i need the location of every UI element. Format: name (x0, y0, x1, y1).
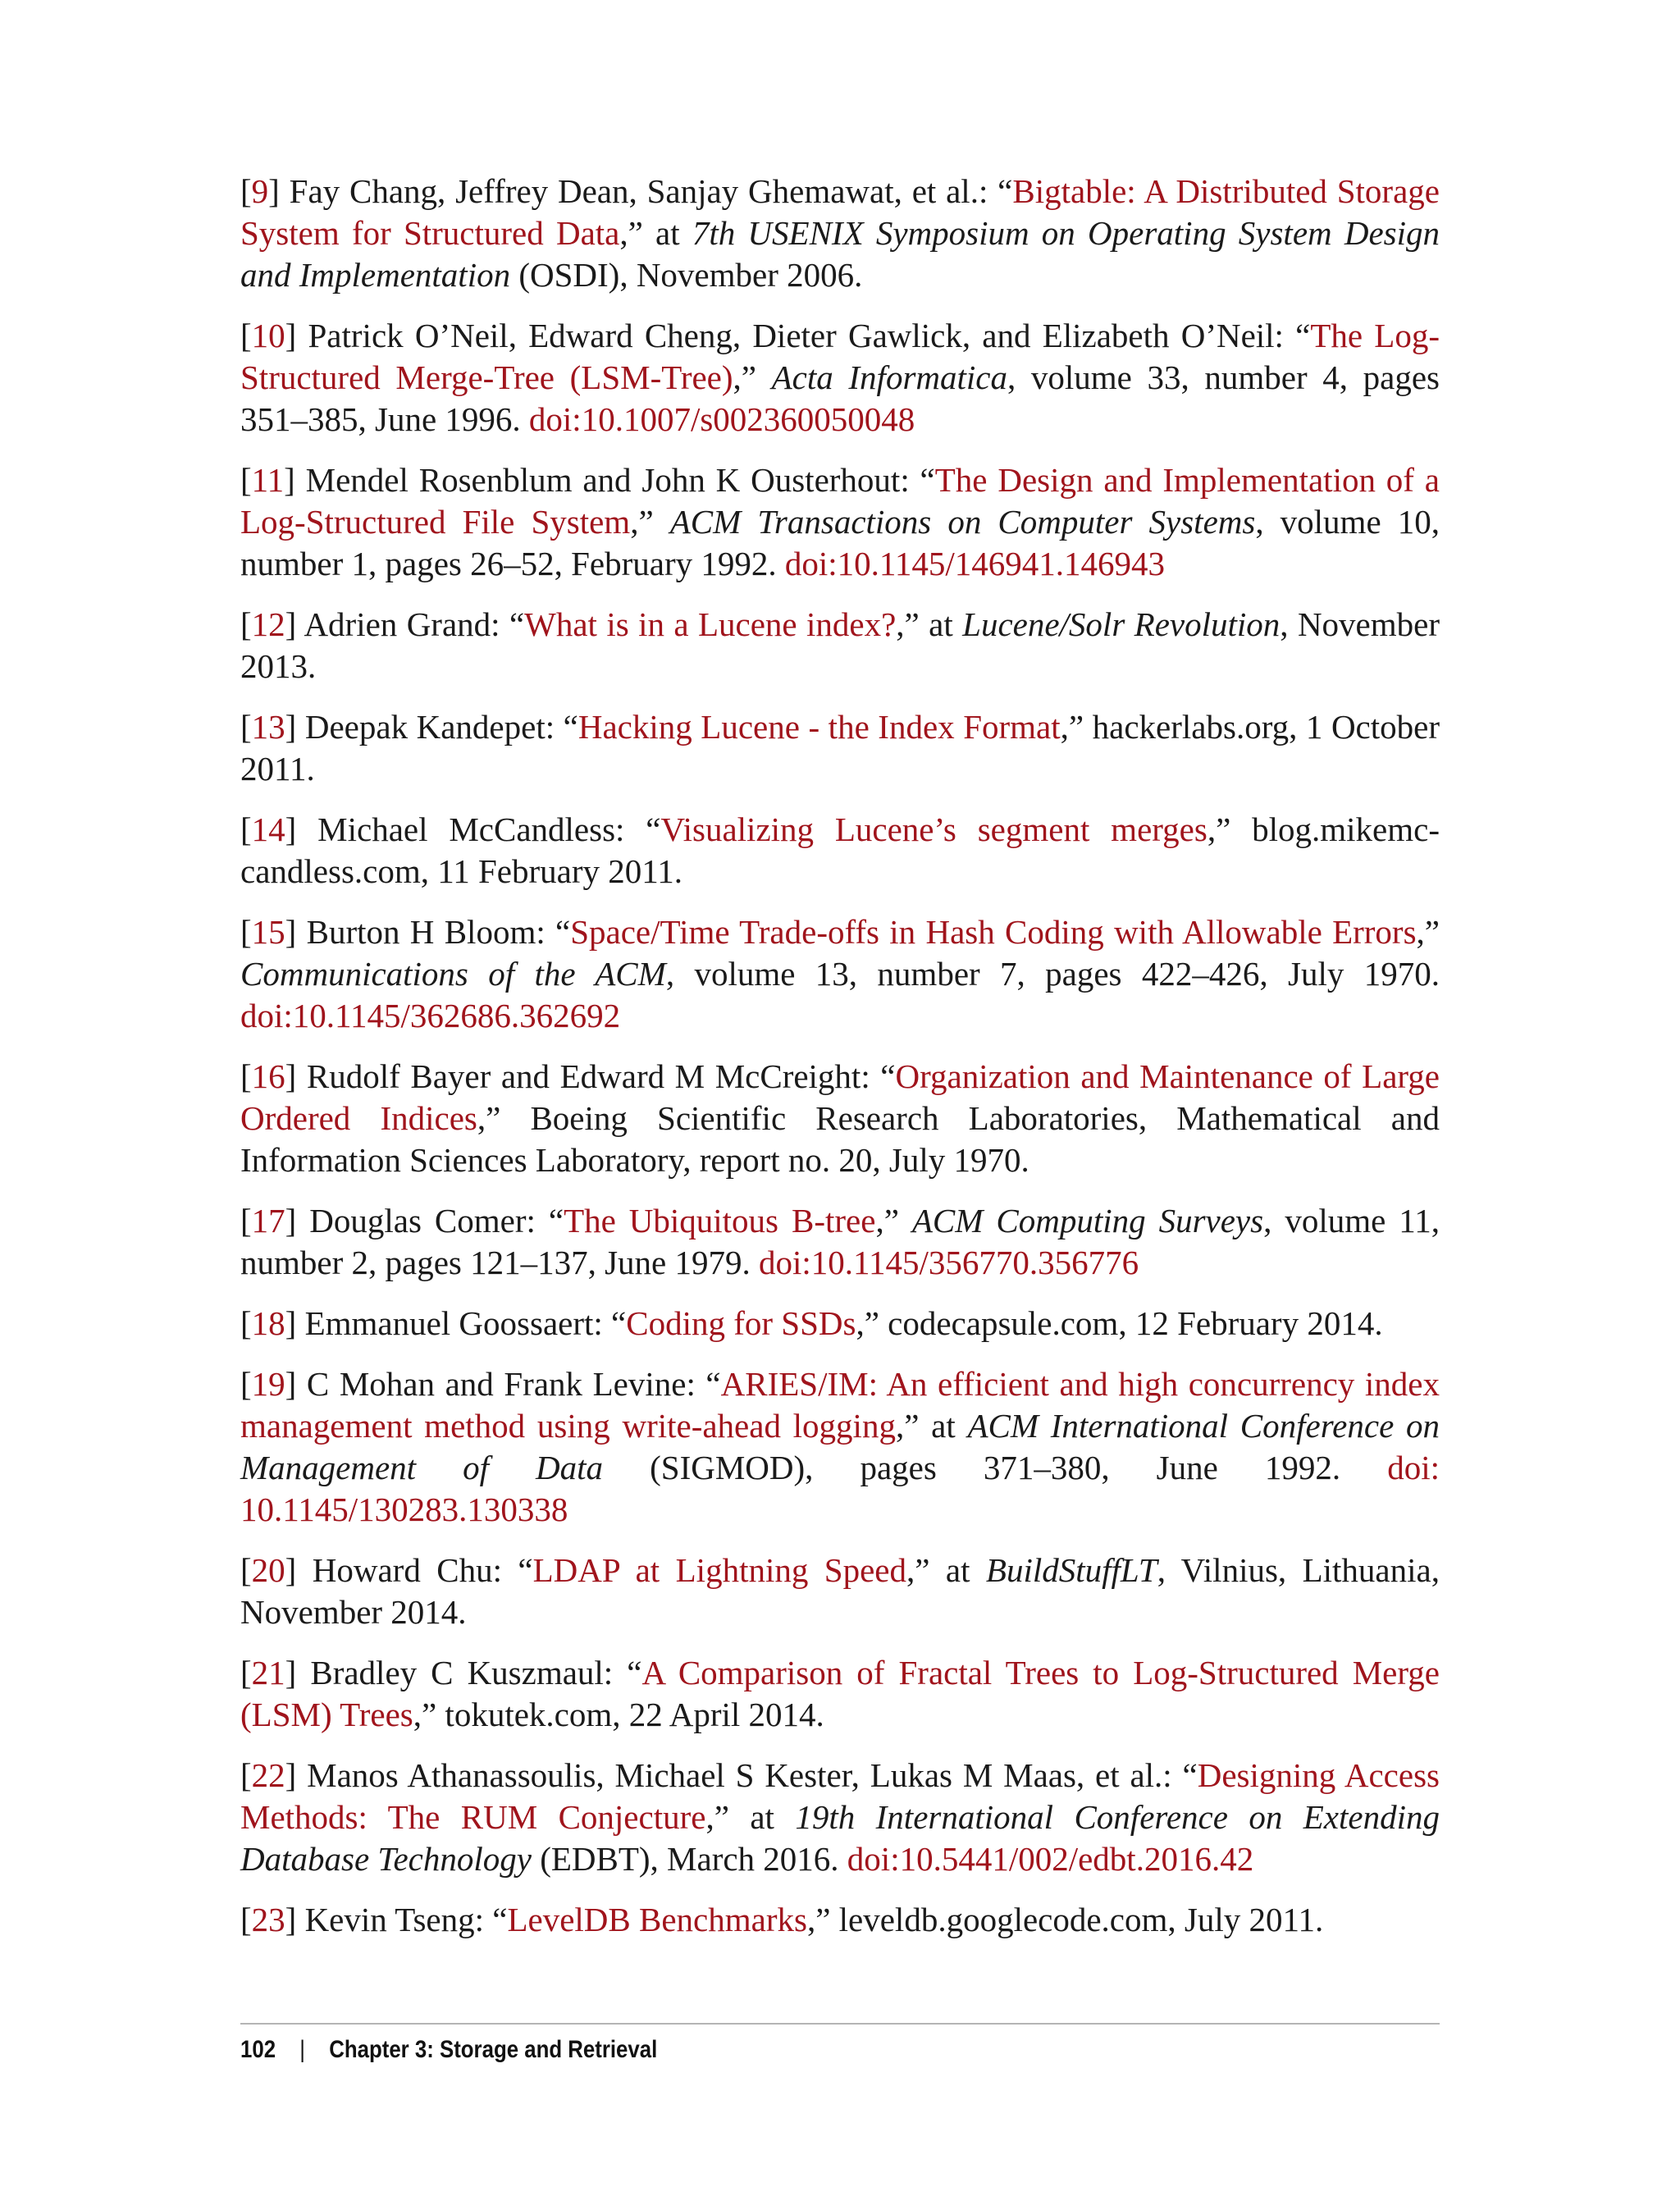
reference-authors: Kevin Tseng: “ (296, 1901, 508, 1938)
reference-venue: 7th USENIX Symposium on Operating System Design and Implementation (240, 214, 1440, 294)
reference-text: ,” blog.mikemccandless.com, 11 February 2011. (240, 810, 1440, 890)
reference-authors: Bradley C Kuszmaul: “ (296, 1654, 642, 1691)
reference-details: , volume 10, number 1, pages 26–52, February 1992. (240, 503, 1440, 582)
reference-title-link[interactable]: The Ubiquitous B-tree (564, 1202, 876, 1239)
reference-venue: ACM Transactions on Computer Systems (669, 503, 1256, 541)
reference-text: ,” at (896, 605, 963, 643)
page-number: 102 (240, 2036, 276, 2063)
reference-entry: [23] Kevin Tseng: “LevelDB Benchmarks,” leveldb.googlecode.com, July 2011. (240, 1901, 1324, 1938)
reference-details: , Vilnius, Lithuania, November 2014. (240, 1551, 1440, 1631)
doi-link[interactable]: doi: 10.1145/130283.130338 (240, 1449, 1440, 1528)
reference-title-link[interactable]: Bigtable: A Distributed Storage System for Structured Data (240, 172, 1440, 252)
reference-details: , volume 33, number 4, pages 351–385, June 1996. (240, 358, 1440, 438)
reference-number[interactable]: 21 (251, 1654, 285, 1691)
reference-entry: [14] Michael McCandless: “Visualizing Lucene’s segment merges,” blog.mikemccandless.com, 11 February 2011. (240, 810, 1440, 890)
reference-text: ,” at (895, 1407, 968, 1445)
reference-title-link[interactable]: The Design and Implementation of a Log-Structured File System (240, 461, 1440, 541)
reference-authors: Patrick O’Neil, Edward Cheng, Dieter Gawlick, and Elizabeth O’Neil: “ (296, 317, 1311, 354)
chapter-title: Chapter 3: Storage and Retrieval (329, 2036, 658, 2063)
reference-entry: [10] Patrick O’Neil, Edward Cheng, Dieter Gawlick, and Elizabeth O’Neil: “The Log-Structured Merge-Tree (LSM-Tree),” Acta Informatica, volume 33, number 4, pages 351–385, June 1996. doi:10.1007/s002360050048 (240, 317, 1440, 438)
doi-link[interactable]: doi:10.5441/002/edbt.2016.42 (847, 1840, 1254, 1878)
reference-title-link[interactable]: Space/Time Trade-offs in Hash Coding with Allowable Errors (570, 913, 1417, 951)
reference-number[interactable]: 17 (251, 1202, 285, 1239)
reference-number[interactable]: 19 (251, 1365, 285, 1403)
reference-title-link[interactable]: ARIES/IM: An efficient and high concurrency index management method using write-ahead logging (240, 1365, 1440, 1445)
reference-venue: Lucene/Solr Revolution (962, 605, 1281, 643)
reference-text: ,” (875, 1202, 912, 1239)
doi-link[interactable]: doi:10.1145/146941.146943 (784, 545, 1166, 582)
reference-entry: [22] Manos Athanassoulis, Michael S Kester, Lukas M Maas, et al.: “Designing Access Methods: The RUM Conjecture,” at 19th International Conference on Extending Database Technology (EDBT), March 2016. doi:10.5441/002/edbt.2016.42 (240, 1756, 1440, 1878)
reference-details: (OSDI), November 2006. (510, 256, 863, 294)
reference-number[interactable]: 9 (251, 172, 269, 210)
reference-authors: Michael McCandless: “ (296, 810, 661, 848)
reference-venue: 19th International Conference on Extending Database Technology (240, 1798, 1440, 1878)
reference-text: ,” hackerlabs.org, 1 October 2011. (240, 708, 1440, 788)
reference-venue: Communications of the ACM (240, 955, 666, 993)
reference-authors: Mendel Rosenblum and John K Ousterhout: “ (294, 461, 935, 499)
reference-authors: Howard Chu: “ (296, 1551, 533, 1589)
reference-authors: C Mohan and Frank Levine: “ (296, 1365, 721, 1403)
footer-divider (240, 2023, 1440, 2025)
reference-entry: [19] C Mohan and Frank Levine: “ARIES/IM: An efficient and high concurrency index management method using write-ahead logging,” at ACM International Conference on Management of Data (SIGMOD), pages 371–380, June 1992. doi: 10.1145/130283.130338 (240, 1365, 1440, 1528)
reference-venue: ACM Computing Surveys (911, 1202, 1264, 1239)
doi-link[interactable]: doi:10.1007/s002360050048 (528, 400, 915, 438)
reference-authors: Douglas Comer: “ (296, 1202, 564, 1239)
reference-text: ,” (733, 358, 772, 396)
reference-number[interactable]: 11 (251, 461, 285, 499)
reference-entry: [9] Fay Chang, Jeffrey Dean, Sanjay Ghemawat, et al.: “Bigtable: A Distributed Storage System for Structured Data,” at 7th USENIX Symposium on Operating System Design and Implementation (OSDI), November 2006. (240, 172, 1440, 294)
reference-authors: Deepak Kandepet: “ (296, 708, 578, 746)
reference-number[interactable]: 16 (251, 1057, 285, 1095)
reference-entry: [12] Adrien Grand: “What is in a Lucene index?,” at Lucene/Solr Revolution, November 2013. (240, 605, 1440, 685)
doi-link[interactable]: doi:10.1145/362686.362692 (240, 997, 621, 1034)
reference-entry: [20] Howard Chu: “LDAP at Lightning Speed,” at BuildStuffLT, Vilnius, Lithuania, November 2014. (240, 1551, 1440, 1631)
reference-authors: Emmanuel Goossaert: “ (296, 1304, 627, 1342)
reference-title-link[interactable]: A Comparison of Fractal Trees to Log-Structured Merge (LSM) Trees (240, 1654, 1440, 1733)
reference-text: ,” at (906, 1551, 986, 1589)
reference-list (240, 171, 1440, 1960)
reference-title-link[interactable]: Visualizing Lucene’s segment merges (660, 810, 1208, 848)
reference-number[interactable]: 22 (251, 1756, 285, 1794)
reference-details: (SIGMOD), pages 371–380, June 1992. (603, 1449, 1388, 1486)
reference-venue: ACM International Conference on Management of Data (240, 1407, 1440, 1486)
reference-title-link[interactable]: Designing Access Methods: The RUM Conjecture (240, 1756, 1440, 1836)
reference-number[interactable]: 13 (251, 708, 285, 746)
reference-entry: [17] Douglas Comer: “The Ubiquitous B-tree,” ACM Computing Surveys, volume 11, number 2, pages 121–137, June 1979. doi:10.1145/356770.356776 (240, 1202, 1440, 1281)
reference-text: ,” at (619, 214, 692, 252)
reference-number[interactable]: 12 (251, 605, 285, 643)
reference-entry: [11] Mendel Rosenblum and John K Ousterhout: “The Design and Implementation of a Log-Structured File System,” ACM Transactions on Computer Systems, volume 10, number 1, pages 26–52, February 1992. doi:10.1145/146941.146943 (240, 461, 1440, 582)
reference-details: , volume 11, number 2, pages 121–137, June 1979. (240, 1202, 1440, 1281)
reference-title-link[interactable]: Coding for SSDs (626, 1304, 856, 1342)
reference-title-link[interactable]: LDAP at Lightning Speed (532, 1551, 906, 1589)
reference-authors: Fay Chang, Jeffrey Dean, Sanjay Ghemawat, et al.: “ (279, 172, 1013, 210)
reference-entry: [13] Deepak Kandepet: “Hacking Lucene - the Index Format,” hackerlabs.org, 1 October 2011. (240, 708, 1440, 788)
reference-venue: Acta Informatica (771, 358, 1007, 396)
reference-entry: [21] Bradley C Kuszmaul: “A Comparison of Fractal Trees to Log-Structured Merge (LSM) Trees,” tokutek.com, 22 April 2014. (240, 1654, 1440, 1733)
reference-entry: [18] Emmanuel Goossaert: “Coding for SSDs,” codecapsule.com, 12 February 2014. (240, 1304, 1383, 1342)
reference-title-link[interactable]: The Log-Structured Merge-Tree (LSM-Tree) (240, 317, 1440, 396)
reference-text: ,” codecapsule.com, 12 February 2014. (856, 1304, 1383, 1342)
reference-number[interactable]: 18 (251, 1304, 285, 1342)
reference-text: ,” (1416, 913, 1440, 951)
reference-number[interactable]: 14 (251, 810, 285, 848)
reference-details: , November 2013. (240, 605, 1440, 685)
reference-authors: Manos Athanassoulis, Michael S Kester, Lukas M Maas, et al.: “ (296, 1756, 1198, 1794)
reference-text: ,” leveldb.googlecode.com, July 2011. (806, 1901, 1324, 1938)
reference-text: ,” tokutek.com, 22 April 2014. (413, 1696, 824, 1733)
reference-title-link[interactable]: Organization and Maintenance of Large Ordered Indices (240, 1057, 1440, 1137)
reference-authors: Adrien Grand: “ (296, 605, 525, 643)
reference-number[interactable]: 20 (251, 1551, 285, 1589)
reference-number[interactable]: 23 (251, 1901, 285, 1938)
reference-text: ,” Boeing Scientific Research Laboratories, Mathematical and Information Sciences Laboratory, report no. 20, July 1970. (240, 1099, 1440, 1179)
reference-details: , volume 13, number 7, pages 422–426, July 1970. (665, 955, 1440, 993)
footer-separator: | (299, 2036, 305, 2063)
reference-text: ,” at (705, 1798, 796, 1836)
reference-title-link[interactable]: What is in a Lucene index? (524, 605, 897, 643)
reference-venue: BuildStuffLT (985, 1551, 1157, 1589)
reference-entry: [16] Rudolf Bayer and Edward M McCreight: “Organization and Maintenance of Large Ordered Indices,” Boeing Scientific Research Laboratories, Mathematical and Information Sciences Laboratory, report no. 20, July 1970. (240, 1057, 1440, 1179)
reference-title-link[interactable]: LevelDB Benchmarks (507, 1901, 807, 1938)
reference-number[interactable]: 10 (251, 317, 285, 354)
reference-title-link[interactable]: Hacking Lucene - the Index Format (578, 708, 1061, 746)
page-footer (240, 2036, 657, 2064)
doi-link[interactable]: doi:10.1145/356770.356776 (759, 1244, 1139, 1281)
reference-details: (EDBT), March 2016. (531, 1840, 847, 1878)
reference-authors: Burton H Bloom: “ (296, 913, 571, 951)
reference-authors: Rudolf Bayer and Edward M McCreight: “ (296, 1057, 896, 1095)
reference-entry: [15] Burton H Bloom: “Space/Time Trade-offs in Hash Coding with Allowable Errors,” Communications of the ACM, volume 13, number 7, pages 422–426, July 1970. doi:10.1145/362686.362692 (240, 913, 1440, 1034)
reference-text: ,” (630, 503, 670, 541)
reference-number[interactable]: 15 (251, 913, 285, 951)
